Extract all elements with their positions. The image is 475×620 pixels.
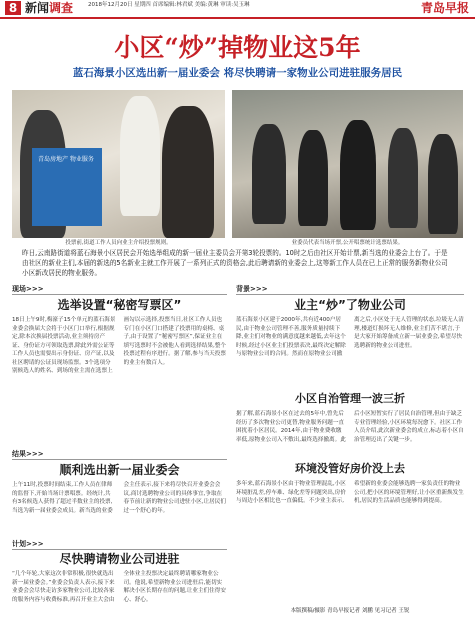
photo-caption-left: 投票前,街道工作人员向业主介绍投票规则。: [65, 240, 172, 246]
section-tag: 计划>>>: [12, 540, 44, 548]
section-title: 选举设置“秘密写票区”: [57, 298, 182, 312]
page-number: 8: [5, 1, 21, 15]
person-figure: [428, 134, 458, 234]
page-header-bar: [0, 0, 475, 19]
section-body: “几个年轮,大家这次非常积极,很快就选出新一届业委会。”业委会负责人表示,接下来业委会会尽快走访多家物业公司,比较各家的服务内容与收费标准,再召开业主大会由全体业主投票决定最终聘请哪家物业公司。他说,希望新物业公司进驻后,能切实解决小区长期存在的问题,让业主们住得安心、舒心。: [12, 571, 226, 603]
subheadline: 蓝石海景小区选出新一届业委会 将尽快聘请一家物业公司进驻服务居民: [72, 67, 403, 79]
person-figure: [120, 96, 160, 216]
section-title: 顺利选出新一届业委会: [59, 463, 180, 477]
person-figure: [162, 106, 214, 238]
section-tag: 结果>>>: [12, 450, 44, 458]
section-body: 多年来,蓝石海景小区由于物业管理混乱,小区环境脏乱差,停车难、绿化差等问题突出,房价与周边小区相比也一直偏低。不少业主表示,希望新的业委会能够选聘一家负责任的物业公司,把小区的环境管理好,让小区重新焕发生机,居民的生活品质也能够得到提高。: [236, 481, 464, 504]
vote-counting-photo-right: [232, 90, 463, 238]
section-tag: 现场>>>: [12, 285, 44, 293]
section-title: [25, 1, 73, 15]
divider: [12, 294, 227, 295]
section-name: 新闻: [25, 1, 50, 15]
person-figure: [252, 124, 286, 224]
section-title: 小区自治管理一波三折: [295, 392, 405, 405]
photo-caption-right: 业委员代表当场开票,公开唱票统计选票结果。: [291, 240, 404, 246]
voting-photo-left: [12, 90, 225, 238]
issue-line: 2018年12月20日 星期四 首席编辑:林君斌 美编:黄琳 审读:吴玉琳: [88, 2, 250, 8]
section-body: 上午11时,投票时间结束,工作人员在律师的监督下,开始当场计票唱票。经统计,共有3名候选人获得了超过半数业主的投票,当选为新一届业委会成员。新当选的业委会主任表示,接下来将尽快召开业委会会议,商讨选聘物业公司的具体事宜,争取在春节前让新的物业公司进驻小区,让居民们过一个舒心的年。: [12, 482, 226, 514]
paper-logo: 青岛早报: [420, 1, 469, 15]
headline: 小区“炒”掉物业这5年: [114, 33, 361, 62]
sign-text: 青岛房地产 物业服务: [38, 156, 94, 163]
divider: [12, 459, 227, 460]
person-figure: [340, 120, 376, 230]
section-title: 环境没管好房价没上去: [295, 462, 405, 475]
divider: [12, 549, 227, 550]
section-body: 18日上午9时,梅濠子15个单元的蓝石海景业委会换届大会将于小区门口举行,根据规定,除本次换届投票活动,业主须持房产证、身份证方可领取选票,除此外需公证等工作人员也需要出示身份证、房产证,以及社区聘请的公证员现场监票。3个选项分别候选人的姓名、到场的业主需在选票上画勾以示选择,投票当日,社区工作人员也专门在小区门口搭建了投票用的桌椅、桌子,由于设置了“秘密写票区”,保证业主在填写选票时不会被他人看到选择结果,整个投票过程有序进行。据了解,参与当天投票的业主有数百人。: [12, 317, 226, 374]
lead-paragraph: 昨日,云南路街道将蓝石海景小区居民会开始选举组成的新一届业主委员会开第3轮投票的。10时之后由社区开始计票,新当选的业委会上台了。于是由社区的新业主们,本届的新选的5名新业主就工作开展了一系列正式的资格会,此后聘请新的业委会上,这等新工作人员在已上正常的服务新物业公司小区新改居民的物业服务。: [22, 249, 448, 277]
section-highlight: 调查: [49, 1, 74, 15]
byline-footer: 本版撰稿/摄影 青岛早报记者 刘鹏 见习记者 王锐: [290, 608, 410, 614]
person-figure: [388, 128, 418, 228]
section-body: 蓝石海景小区建于2000年,共有近400户居民,由于物业公司管理不善,服务质量持续下降,业主们对物业的满意度越来越低,去年这个时候,经过小区业主们投票表决,最终决定解除与原物业公司的合同。然而在原物业公司撤离之后,小区处于无人管理的状态,垃圾无人清理,楼道灯损坏无人维修,业主们苦不堪言,于是大家开始筹备成立新一届业委会,希望尽快选聘新的物业公司进驻。: [236, 317, 464, 357]
divider: [236, 294, 464, 295]
section-tag: 背景>>>: [236, 285, 268, 293]
section-title: 业主“炒”了物业公司: [294, 298, 406, 312]
person-figure: [298, 130, 328, 226]
section-body: 据了解,蓝石海景小区在过去的5年中,曾先后经历了多次物业公司更替,物业服务问题一直困扰着小区居民。2014年,由于物业费收缴率低,原物业公司入不敷出,最终选择撤离。此后小区短暂实行了居民自治管理,但由于缺乏专业管理经验,小区环境每况愈下。社区工作人员介绍,此次新业委会的成立,标志着小区自治管理迈出了关键一步。: [236, 411, 464, 443]
section-title: 尽快聘请物业公司进驻: [59, 552, 180, 566]
